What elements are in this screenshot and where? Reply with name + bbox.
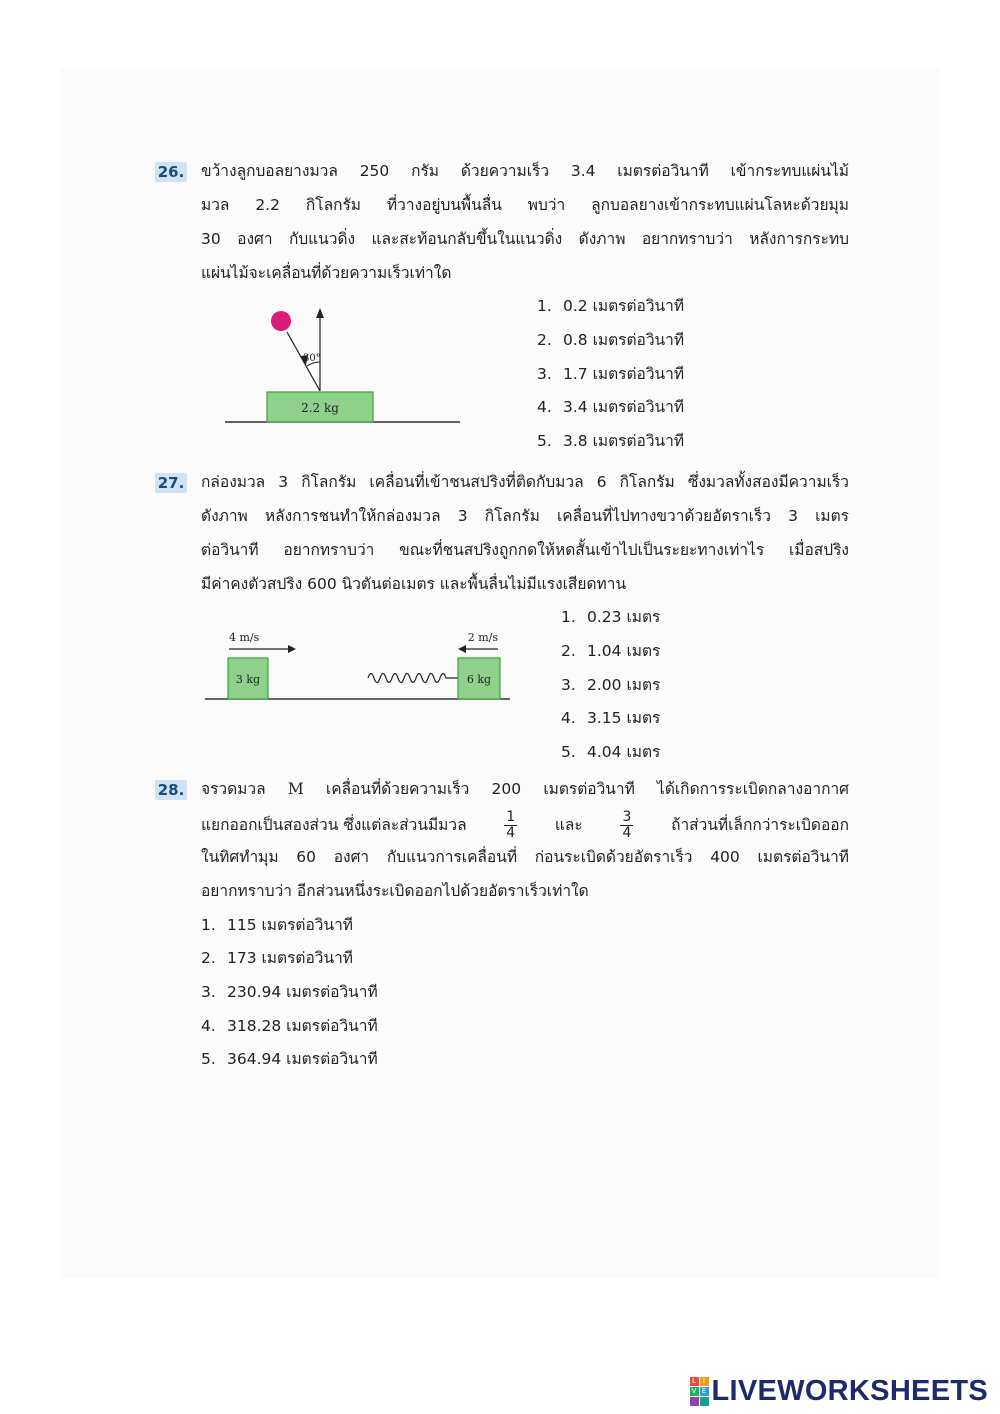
option-text: 0.23 เมตร — [587, 608, 661, 626]
option-number: 4. — [561, 709, 576, 727]
question-28-number: 28. — [155, 780, 187, 800]
question-26-figure — [215, 300, 475, 435]
fraction-one-quarter — [504, 810, 517, 841]
option-number: 1. — [561, 608, 576, 626]
option-text: 0.8 เมตรต่อวินาที — [563, 331, 685, 349]
left-mass-label: 3 kg — [235, 673, 261, 686]
line-text: และ — [554, 816, 583, 834]
block-mass-label: 2.2 kg — [301, 401, 339, 415]
option-text: 3.15 เมตร — [587, 709, 661, 727]
liveworksheets-logo[interactable] — [690, 1376, 989, 1406]
rubber-ball — [271, 311, 291, 331]
option-number: 5. — [561, 743, 576, 761]
q28-option-5[interactable] — [201, 1049, 378, 1069]
question-26-line-1: ขว้างลูกบอลยางมวล 250 กรัม ด้วยความเร็ว 3.4 เมตรต่อวินาที เข้ากระทบแผ่นไม้ — [201, 162, 849, 180]
q26-option-5[interactable] — [537, 431, 684, 451]
logo-square — [700, 1397, 709, 1406]
q26-option-3[interactable] — [537, 364, 684, 384]
left-arrowhead — [288, 645, 296, 653]
option-number: 3. — [561, 676, 576, 694]
q26-option-4[interactable] — [537, 397, 684, 417]
question-28-line-1 — [201, 779, 849, 799]
option-number: 4. — [201, 1017, 216, 1035]
option-number: 2. — [561, 642, 576, 660]
question-27-line-4: มีค่าคงตัวสปริง 600 นิวตันต่อเมตร และพื้นลื่นไม่มีแรงเสียดทาน — [201, 575, 627, 593]
question-27-line-1: กล่องมวล 3 กิโลกรัม เคลื่อนที่เข้าชนสปริงที่ติดกับมวล 6 กิโลกรัม ซึ่งมวลทั้งสองมีความเร็ว — [201, 473, 849, 491]
logo-square: V — [690, 1387, 699, 1396]
q28-option-3[interactable] — [201, 982, 378, 1002]
q27-option-4[interactable] — [561, 708, 660, 728]
option-text: 115 เมตรต่อวินาที — [227, 916, 354, 934]
q26-option-2[interactable] — [537, 330, 684, 350]
option-text: 2.00 เมตร — [587, 676, 661, 694]
line-text: เคลื่อนที่ด้วยความเร็ว 200 เมตรต่อวินาที ได้เกิดการระเบิดกลางอากาศ — [325, 780, 849, 798]
right-speed-label: 2 m/s — [467, 631, 498, 644]
question-28-line-4: อยากทราบว่า อีกส่วนหนึ่งระเบิดออกไปด้วยอัตราเร็วเท่าใด — [201, 882, 589, 900]
option-number: 1. — [537, 297, 552, 315]
fraction-denominator: 4 — [506, 824, 516, 841]
question-26-line-4: แผ่นไม้จะเคลื่อนที่ด้วยความเร็วเท่าใด — [201, 264, 452, 282]
option-number: 2. — [201, 949, 216, 967]
q28-option-1[interactable] — [201, 915, 353, 935]
option-text: 173 เมตรต่อวินาที — [227, 949, 354, 967]
option-text: 230.94 เมตรต่อวินาที — [227, 983, 378, 1001]
option-text: 1.7 เมตรต่อวินาที — [563, 365, 685, 383]
q27-option-5[interactable] — [561, 742, 660, 762]
question-28-line-3: ในทิศทำมุม 60 องศา กับแนวการเคลื่อนที่ ก่อนระเบิดด้วยอัตราเร็ว 400 เมตรต่อวินาที — [201, 848, 849, 866]
fraction-three-quarters — [620, 810, 633, 841]
q27-option-1[interactable] — [561, 607, 660, 627]
option-text: 364.94 เมตรต่อวินาที — [227, 1050, 378, 1068]
logo-square — [690, 1397, 699, 1406]
question-27-number: 27. — [155, 473, 187, 493]
logo-square: I — [700, 1377, 709, 1386]
fraction-numerator: 3 — [622, 808, 632, 825]
question-27-line-3: ต่อวินาที อยากทราบว่า ขณะที่ชนสปริงถูกกดให้หดสั้นเข้าไปเป็นระยะทางเท่าไร เมื่อสปริง — [201, 541, 849, 559]
right-mass-label: 6 kg — [466, 673, 492, 686]
spring — [368, 674, 468, 683]
reflected-arrowhead — [316, 308, 324, 318]
angle-label: 30° — [303, 353, 321, 364]
option-text: 0.2 เมตรต่อวินาที — [563, 297, 685, 315]
fraction-numerator: 1 — [506, 808, 516, 825]
question-26-line-2: มวล 2.2 กิโลกรัม ที่วางอยู่บนพื้นลื่น พบว่า ลูกบอลยางเข้ากระทบแผ่นโลหะด้วยมุม — [201, 196, 849, 214]
fraction-denominator: 4 — [622, 824, 632, 841]
q27-option-3[interactable] — [561, 675, 660, 695]
line-text: จรวดมวล — [201, 780, 266, 798]
question-27-line-2: ดังภาพ หลังการชนทำให้กล่องมวล 3 กิโลกรัม เคลื่อนที่ไปทางขวาด้วยอัตราเร็ว 3 เมตร — [201, 507, 849, 525]
q27-option-2[interactable] — [561, 641, 660, 661]
option-number: 4. — [537, 398, 552, 416]
question-26-line-3: 30 องศา กับแนวดิ่ง และสะท้อนกลับขึ้นในแนวดิ่ง ดังภาพ อยากทราบว่า หลังการกระทบ — [201, 230, 849, 248]
q28-option-4[interactable] — [201, 1016, 378, 1036]
logo-square: E — [700, 1387, 709, 1396]
mass-symbol: M — [287, 780, 304, 798]
left-speed-label: 4 m/s — [229, 631, 260, 644]
option-number: 3. — [201, 983, 216, 1001]
option-number: 5. — [201, 1050, 216, 1068]
logo-square: L — [690, 1377, 699, 1386]
option-number: 5. — [537, 432, 552, 450]
option-number: 3. — [537, 365, 552, 383]
question-28-line-2 — [201, 808, 849, 842]
question-26-number: 26. — [155, 162, 187, 182]
option-text: 4.04 เมตร — [587, 743, 661, 761]
option-number: 2. — [537, 331, 552, 349]
option-text: 318.28 เมตรต่อวินาที — [227, 1017, 378, 1035]
logo-squares-icon — [690, 1377, 709, 1406]
option-text: 1.04 เมตร — [587, 642, 661, 660]
line-text: ถ้าส่วนที่เล็กกว่าระเบิดออก — [671, 816, 849, 834]
q28-option-2[interactable] — [201, 948, 353, 968]
option-text: 3.4 เมตรต่อวินาที — [563, 398, 685, 416]
q26-option-1[interactable] — [537, 296, 684, 316]
right-arrowhead — [458, 645, 466, 653]
option-number: 1. — [201, 916, 216, 934]
option-text: 3.8 เมตรต่อวินาที — [563, 432, 685, 450]
question-27-figure — [200, 625, 520, 705]
line-text: แยกออกเป็นสองส่วน ซึ่งแต่ละส่วนมีมวล — [201, 816, 467, 834]
logo-text: LIVEWORKSHEETS — [711, 1374, 988, 1407]
